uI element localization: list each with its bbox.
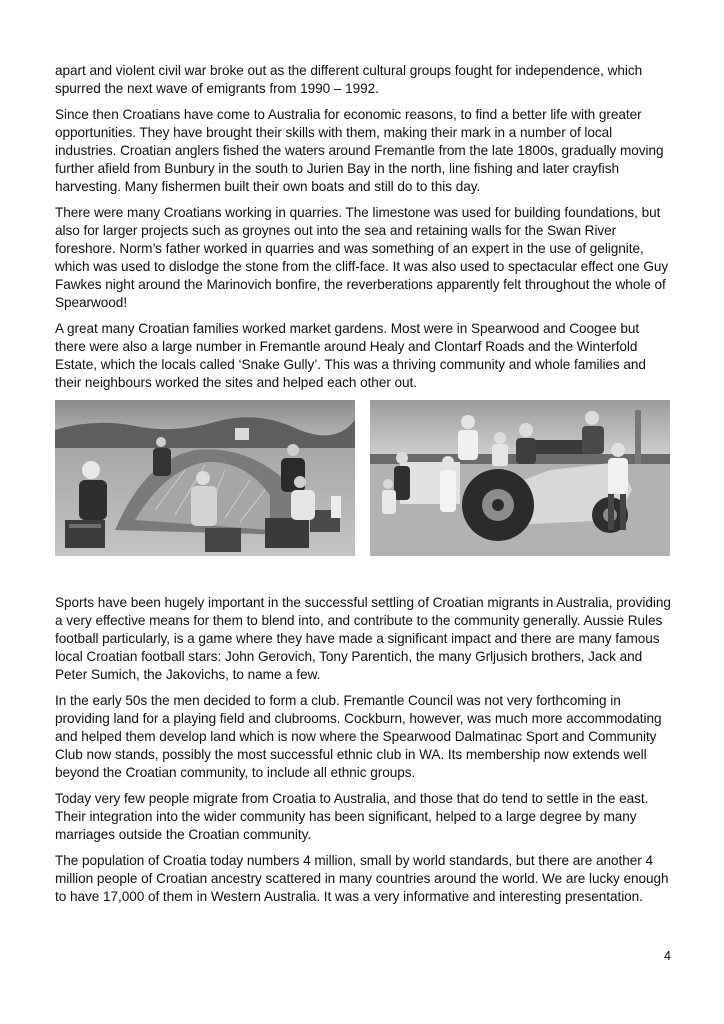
children-on-tractor-photo (370, 400, 670, 556)
paragraph-economic-migration: Since then Croatians have come to Australia for economic reasons, to find a better life with greater opportunities. They have brought their skills with them, making their mark in a number of local industries. Croatian anglers fished the waters around Fremantle from the late 1800s, gradually moving further afield from Bunbury in the south to Jurien Bay in the north, line fishing and later crayfish harvesting. Many fishermen built their own boats and still do to this day. (55, 107, 664, 194)
paragraph-population: The population of Croatia today numbers 4 million, small by world standards, but there are another 4 million people of Croatian ancestry scattered in many countries around the world. We are lucky enough to have 17,000 of them in Western Australia. It was a very informative and interesting presentation. (55, 853, 669, 904)
paragraph-quarries: There were many Croatians working in quarries. The limestone was used for building foundations, but also for larger projects such as groynes out into the sea and retaining walls for the Swan River foreshore. Norm’s father worked in quarries and was something of an expert in the use of gelignite, which was used to dislodge the stone from the cliff-face. It was also used to spectacular effect one Guy Fawkes night around the Marinovich bonfire, the reverberations apparently felt throughout the whole of Spearwood! (55, 205, 669, 310)
paragraph-sports: Sports have been hugely important in the successful settling of Croatian migrants in Australia, providing a very effective means for them to blend into, and contribute to the community generally. Aussie Rules football particularly, is a game where they have made a significant impact and there are many famous local Croatian football stars: John Gerovich, Tony Parentich, the many Grljusich brothers, Jack and Peter Sumich, the Jakovichs, to name a few. (55, 595, 671, 682)
paragraph-civil-war: apart and violent civil war broke out as the different cultural groups fought for independence, which spurred the next wave of emigrants from 1990 – 1992. (55, 63, 643, 96)
photo-row (55, 400, 673, 580)
page-number: 4 (664, 949, 671, 963)
paragraph-club: In the early 50s the men decided to form a club. Fremantle Council was not very forthcoming in providing land for a playing field and clubrooms. Cockburn, however, was much more accommodating and helped them develop land which is now where the Spearwood Dalmatinac Sport and Community Club now stands, possibly the most successful ethnic club in WA. Its membership now extends well beyond the Croatian community, to include all ethnic groups. (55, 693, 662, 780)
document-page (55, 62, 673, 914)
paragraph-market-gardens: A great many Croatian families worked market gardens. Most were in Spearwood and Coogee but there were also a large number in Fremantle around Healy and Clontarf Roads and the Winterfold Estate, which the locals called ‘Snake Gully’. This was a thriving community and whole families and their neighbours worked the sites and helped each other out. (55, 321, 646, 390)
market-garden-workers-photo (55, 400, 355, 556)
paragraph-migration-today: Today very few people migrate from Croatia to Australia, and those that do tend to settle in the east. Their integration into the wider community has been significant, helped to a large degree by many marriages outside the Croatian community. (55, 791, 649, 842)
